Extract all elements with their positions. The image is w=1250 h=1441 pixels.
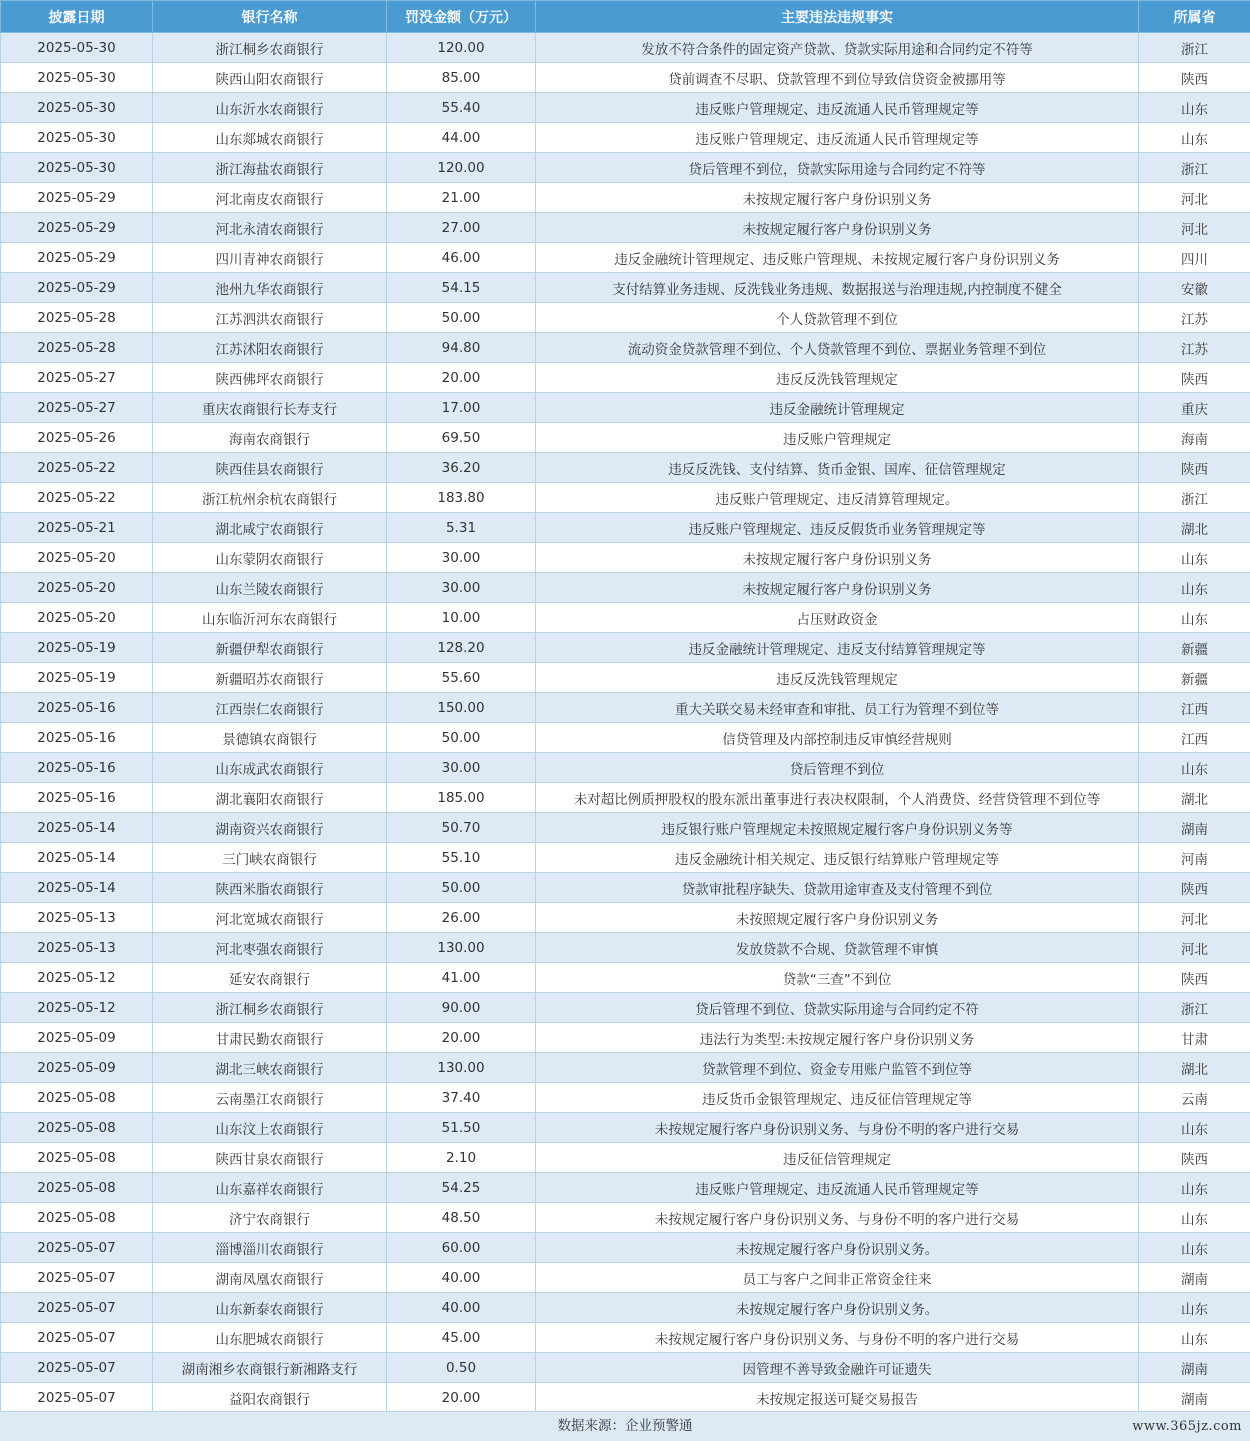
cell-province: 湖南 <box>1139 1383 1250 1413</box>
cell-province: 湖北 <box>1139 1053 1250 1083</box>
cell-province: 山东 <box>1139 1293 1250 1323</box>
cell-province: 山东 <box>1139 93 1250 123</box>
cell-bank-name: 新疆伊犁农商银行 <box>153 633 387 663</box>
cell-province: 浙江 <box>1139 483 1250 513</box>
cell-penalty-amount: 130.00 <box>387 1053 536 1083</box>
cell-bank-name: 淄博淄川农商银行 <box>153 1233 387 1263</box>
cell-bank-name: 山东兰陵农商银行 <box>153 573 387 603</box>
data-source-note: 数据来源：企业预警通 <box>557 1418 693 1434</box>
cell-bank-name: 湖北襄阳农商银行 <box>153 783 387 813</box>
cell-province: 陕西 <box>1139 63 1250 93</box>
cell-violation-facts: 贷款管理不到位、资金专用账户监管不到位等 <box>536 1053 1139 1083</box>
cell-violation-facts: 违反货币金银管理规定、违反征信管理规定等 <box>536 1083 1139 1113</box>
cell-province: 浙江 <box>1139 153 1250 183</box>
cell-violation-facts: 未按规定报送可疑交易报告 <box>536 1383 1139 1413</box>
cell-penalty-amount: 2.10 <box>387 1143 536 1173</box>
cell-penalty-amount: 0.50 <box>387 1353 536 1383</box>
cell-date: 2025-05-29 <box>1 273 153 303</box>
cell-date: 2025-05-07 <box>1 1233 153 1263</box>
cell-penalty-amount: 21.00 <box>387 183 536 213</box>
cell-bank-name: 江苏泗洪农商银行 <box>153 303 387 333</box>
cell-penalty-amount: 10.00 <box>387 603 536 633</box>
header-penalty-amount[interactable]: 罚没金额（万元） <box>387 1 536 33</box>
table-row <box>1 453 1250 483</box>
table-row <box>1 933 1250 963</box>
table-row <box>1 993 1250 1023</box>
table-row <box>1 573 1250 603</box>
cell-bank-name: 湖南凤凰农商银行 <box>153 1263 387 1293</box>
cell-bank-name: 陕西山阳农商银行 <box>153 63 387 93</box>
table-row <box>1 273 1250 303</box>
cell-date: 2025-05-08 <box>1 1203 153 1233</box>
cell-violation-facts: 发放不符合条件的固定资产贷款、贷款实际用途和合同约定不符等 <box>536 33 1139 63</box>
cell-date: 2025-05-22 <box>1 453 153 483</box>
cell-province: 山东 <box>1139 1203 1250 1233</box>
table-row <box>1 693 1250 723</box>
cell-penalty-amount: 50.00 <box>387 873 536 903</box>
table-row <box>1 363 1250 393</box>
cell-violation-facts: 未按规定履行客户身份识别义务。 <box>536 1293 1139 1323</box>
cell-violation-facts: 违反账户管理规定、违反流通人民币管理规定等 <box>536 123 1139 153</box>
cell-penalty-amount: 36.20 <box>387 453 536 483</box>
cell-violation-facts: 违反银行账户管理规定未按照规定履行客户身份识别义务等 <box>536 813 1139 843</box>
cell-bank-name: 山东沂水农商银行 <box>153 93 387 123</box>
cell-province: 新疆 <box>1139 633 1250 663</box>
cell-violation-facts: 支付结算业务违规、反洗钱业务违规、数据报送与治理违规,内控制度不健全 <box>536 273 1139 303</box>
table-row <box>1 633 1250 663</box>
cell-penalty-amount: 44.00 <box>387 123 536 153</box>
cell-date: 2025-05-12 <box>1 993 153 1023</box>
cell-penalty-amount: 120.00 <box>387 153 536 183</box>
cell-bank-name: 陕西佳县农商银行 <box>153 453 387 483</box>
cell-date: 2025-05-16 <box>1 693 153 723</box>
cell-violation-facts: 未按规定履行客户身份识别义务 <box>536 183 1139 213</box>
cell-penalty-amount: 41.00 <box>387 963 536 993</box>
cell-date: 2025-05-08 <box>1 1143 153 1173</box>
cell-penalty-amount: 130.00 <box>387 933 536 963</box>
cell-bank-name: 山东临沂河东农商银行 <box>153 603 387 633</box>
cell-penalty-amount: 26.00 <box>387 903 536 933</box>
table-row <box>1 873 1250 903</box>
table-row <box>1 1353 1250 1383</box>
cell-date: 2025-05-14 <box>1 813 153 843</box>
cell-province: 陕西 <box>1139 453 1250 483</box>
cell-date: 2025-05-07 <box>1 1383 153 1413</box>
cell-violation-facts: 信贷管理及内部控制违反审慎经营规则 <box>536 723 1139 753</box>
cell-province: 云南 <box>1139 1083 1250 1113</box>
cell-penalty-amount: 128.20 <box>387 633 536 663</box>
cell-violation-facts: 违法行为类型:未按规定履行客户身份识别义务 <box>536 1023 1139 1053</box>
cell-penalty-amount: 50.70 <box>387 813 536 843</box>
cell-penalty-amount: 30.00 <box>387 543 536 573</box>
cell-penalty-amount: 55.10 <box>387 843 536 873</box>
cell-date: 2025-05-08 <box>1 1113 153 1143</box>
cell-date: 2025-05-19 <box>1 663 153 693</box>
cell-date: 2025-05-30 <box>1 123 153 153</box>
cell-violation-facts: 违反反洗钱、支付结算、货币金银、国库、征信管理规定 <box>536 453 1139 483</box>
cell-violation-facts: 贷前调查不尽职、贷款管理不到位导致信贷资金被挪用等 <box>536 63 1139 93</box>
table-row <box>1 1143 1250 1173</box>
cell-bank-name: 湖南湘乡农商银行新湘路支行 <box>153 1353 387 1383</box>
cell-province: 河北 <box>1139 933 1250 963</box>
table-row <box>1 783 1250 813</box>
cell-date: 2025-05-16 <box>1 753 153 783</box>
table-row <box>1 723 1250 753</box>
cell-violation-facts: 未按规定履行客户身份识别义务 <box>536 543 1139 573</box>
cell-province: 河北 <box>1139 903 1250 933</box>
header-row <box>1 1 1250 33</box>
cell-date: 2025-05-28 <box>1 303 153 333</box>
cell-province: 河北 <box>1139 183 1250 213</box>
cell-bank-name: 河北南皮农商银行 <box>153 183 387 213</box>
cell-province: 陕西 <box>1139 363 1250 393</box>
cell-date: 2025-05-12 <box>1 963 153 993</box>
cell-bank-name: 山东新泰农商银行 <box>153 1293 387 1323</box>
cell-date: 2025-05-29 <box>1 183 153 213</box>
cell-province: 重庆 <box>1139 393 1250 423</box>
cell-violation-facts: 贷后管理不到位，贷款实际用途与合同约定不符等 <box>536 153 1139 183</box>
table-row <box>1 423 1250 453</box>
cell-province: 湖南 <box>1139 813 1250 843</box>
cell-violation-facts: 违反账户管理规定、违反反假货币业务管理规定等 <box>536 513 1139 543</box>
cell-bank-name: 陕西佛坪农商银行 <box>153 363 387 393</box>
cell-date: 2025-05-14 <box>1 873 153 903</box>
cell-province: 浙江 <box>1139 993 1250 1023</box>
cell-date: 2025-05-08 <box>1 1083 153 1113</box>
cell-province: 安徽 <box>1139 273 1250 303</box>
cell-province: 山东 <box>1139 573 1250 603</box>
cell-province: 海南 <box>1139 423 1250 453</box>
cell-violation-facts: 未按规定履行客户身份识别义务、与身份不明的客户进行交易 <box>536 1113 1139 1143</box>
cell-date: 2025-05-29 <box>1 213 153 243</box>
cell-date: 2025-05-28 <box>1 333 153 363</box>
cell-province: 山东 <box>1139 603 1250 633</box>
site-watermark: www.365jz.com <box>1132 1419 1242 1434</box>
cell-province: 江西 <box>1139 723 1250 753</box>
cell-province: 江西 <box>1139 693 1250 723</box>
table-row <box>1 243 1250 273</box>
cell-violation-facts: 占压财政资金 <box>536 603 1139 633</box>
cell-bank-name: 甘肃民勤农商银行 <box>153 1023 387 1053</box>
cell-penalty-amount: 50.00 <box>387 723 536 753</box>
table-row <box>1 543 1250 573</box>
table-row <box>1 1083 1250 1113</box>
cell-penalty-amount: 37.40 <box>387 1083 536 1113</box>
cell-penalty-amount: 17.00 <box>387 393 536 423</box>
cell-bank-name: 延安农商银行 <box>153 963 387 993</box>
cell-penalty-amount: 20.00 <box>387 1383 536 1413</box>
table-row <box>1 1263 1250 1293</box>
cell-penalty-amount: 183.80 <box>387 483 536 513</box>
cell-date: 2025-05-26 <box>1 423 153 453</box>
cell-violation-facts: 发放贷款不合规、贷款管理不审慎 <box>536 933 1139 963</box>
cell-bank-name: 济宁农商银行 <box>153 1203 387 1233</box>
cell-date: 2025-05-07 <box>1 1263 153 1293</box>
cell-violation-facts: 流动资金贷款管理不到位、个人贷款管理不到位、票据业务管理不到位 <box>536 333 1139 363</box>
cell-province: 江苏 <box>1139 333 1250 363</box>
cell-province: 湖北 <box>1139 513 1250 543</box>
cell-date: 2025-05-13 <box>1 903 153 933</box>
cell-date: 2025-05-30 <box>1 33 153 63</box>
table-row <box>1 1203 1250 1233</box>
cell-province: 山东 <box>1139 753 1250 783</box>
cell-date: 2025-05-20 <box>1 573 153 603</box>
cell-penalty-amount: 94.80 <box>387 333 536 363</box>
cell-bank-name: 益阳农商银行 <box>153 1383 387 1413</box>
cell-date: 2025-05-22 <box>1 483 153 513</box>
cell-date: 2025-05-09 <box>1 1023 153 1053</box>
table-row <box>1 33 1250 63</box>
cell-penalty-amount: 45.00 <box>387 1323 536 1353</box>
cell-penalty-amount: 20.00 <box>387 1023 536 1053</box>
cell-penalty-amount: 60.00 <box>387 1233 536 1263</box>
cell-bank-name: 山东嘉祥农商银行 <box>153 1173 387 1203</box>
table-row <box>1 753 1250 783</box>
cell-bank-name: 江苏沭阳农商银行 <box>153 333 387 363</box>
table-row <box>1 1293 1250 1323</box>
cell-date: 2025-05-13 <box>1 933 153 963</box>
table-row <box>1 183 1250 213</box>
cell-penalty-amount: 27.00 <box>387 213 536 243</box>
cell-violation-facts: 违反反洗钱管理规定 <box>536 363 1139 393</box>
cell-bank-name: 河北枣强农商银行 <box>153 933 387 963</box>
cell-bank-name: 景德镇农商银行 <box>153 723 387 753</box>
cell-penalty-amount: 54.25 <box>387 1173 536 1203</box>
cell-bank-name: 陕西米脂农商银行 <box>153 873 387 903</box>
cell-penalty-amount: 85.00 <box>387 63 536 93</box>
cell-violation-facts: 贷后管理不到位 <box>536 753 1139 783</box>
cell-province: 山东 <box>1139 123 1250 153</box>
cell-province: 湖南 <box>1139 1263 1250 1293</box>
table-row <box>1 663 1250 693</box>
cell-violation-facts: 未按规定履行客户身份识别义务。 <box>536 1233 1139 1263</box>
cell-violation-facts: 违反金融统计相关规定、违反银行结算账户管理规定等 <box>536 843 1139 873</box>
cell-province: 山东 <box>1139 1113 1250 1143</box>
cell-penalty-amount: 20.00 <box>387 363 536 393</box>
cell-date: 2025-05-20 <box>1 603 153 633</box>
cell-province: 陕西 <box>1139 963 1250 993</box>
cell-penalty-amount: 51.50 <box>387 1113 536 1143</box>
cell-penalty-amount: 48.50 <box>387 1203 536 1233</box>
cell-date: 2025-05-21 <box>1 513 153 543</box>
cell-violation-facts: 违反金融统计管理规定、违反账户管理规、未按规定履行客户身份识别义务 <box>536 243 1139 273</box>
cell-province: 陕西 <box>1139 1143 1250 1173</box>
cell-bank-name: 浙江桐乡农商银行 <box>153 33 387 63</box>
cell-province: 新疆 <box>1139 663 1250 693</box>
cell-penalty-amount: 69.50 <box>387 423 536 453</box>
cell-violation-facts: 重大关联交易未经审查和审批、员工行为管理不到位等 <box>536 693 1139 723</box>
table-row <box>1 603 1250 633</box>
cell-violation-facts: 违反账户管理规定、违反流通人民币管理规定等 <box>536 93 1139 123</box>
table-row <box>1 393 1250 423</box>
table-row <box>1 483 1250 513</box>
cell-province: 山东 <box>1139 1323 1250 1353</box>
cell-violation-facts: 违反金融统计管理规定 <box>536 393 1139 423</box>
table-row <box>1 303 1250 333</box>
cell-bank-name: 湖北咸宁农商银行 <box>153 513 387 543</box>
table-row <box>1 93 1250 123</box>
cell-penalty-amount: 54.15 <box>387 273 536 303</box>
cell-bank-name: 四川青神农商银行 <box>153 243 387 273</box>
cell-penalty-amount: 40.00 <box>387 1263 536 1293</box>
cell-date: 2025-05-14 <box>1 843 153 873</box>
cell-violation-facts: 违反账户管理规定 <box>536 423 1139 453</box>
cell-province: 浙江 <box>1139 33 1250 63</box>
cell-bank-name: 山东汶上农商银行 <box>153 1113 387 1143</box>
cell-violation-facts: 贷后管理不到位、贷款实际用途与合同约定不符 <box>536 993 1139 1023</box>
cell-penalty-amount: 55.60 <box>387 663 536 693</box>
cell-province: 四川 <box>1139 243 1250 273</box>
cell-violation-facts: 员工与客户之间非正常资金往来 <box>536 1263 1139 1293</box>
cell-violation-facts: 违反征信管理规定 <box>536 1143 1139 1173</box>
cell-province: 湖北 <box>1139 783 1250 813</box>
header-violation-facts[interactable]: 主要违法违规事实 <box>536 1 1139 33</box>
table-row <box>1 843 1250 873</box>
header-bank-name[interactable]: 银行名称 <box>153 1 387 33</box>
footer-bar <box>0 1411 1250 1441</box>
cell-province: 山东 <box>1139 543 1250 573</box>
cell-violation-facts: 贷款“三查”不到位 <box>536 963 1139 993</box>
cell-date: 2025-05-16 <box>1 783 153 813</box>
cell-violation-facts: 贷款审批程序缺失、贷款用途审查及支付管理不到位 <box>536 873 1139 903</box>
cell-bank-name: 新疆昭苏农商银行 <box>153 663 387 693</box>
table-row <box>1 813 1250 843</box>
cell-violation-facts: 违反反洗钱管理规定 <box>536 663 1139 693</box>
table-row <box>1 1113 1250 1143</box>
cell-bank-name: 陕西甘泉农商银行 <box>153 1143 387 1173</box>
cell-violation-facts: 未按照规定履行客户身份识别义务 <box>536 903 1139 933</box>
cell-bank-name: 河北永清农商银行 <box>153 213 387 243</box>
cell-violation-facts: 因管理不善导致金融许可证遗失 <box>536 1353 1139 1383</box>
cell-date: 2025-05-27 <box>1 393 153 423</box>
cell-bank-name: 海南农商银行 <box>153 423 387 453</box>
table-row <box>1 513 1250 543</box>
cell-bank-name: 山东郯城农商银行 <box>153 123 387 153</box>
cell-violation-facts: 未按规定履行客户身份识别义务、与身份不明的客户进行交易 <box>536 1323 1139 1353</box>
cell-province: 河南 <box>1139 843 1250 873</box>
cell-bank-name: 湖南资兴农商银行 <box>153 813 387 843</box>
cell-violation-facts: 未按规定履行客户身份识别义务、与身份不明的客户进行交易 <box>536 1203 1139 1233</box>
cell-bank-name: 河北宽城农商银行 <box>153 903 387 933</box>
cell-date: 2025-05-16 <box>1 723 153 753</box>
table-body <box>1 33 1250 1413</box>
cell-penalty-amount: 90.00 <box>387 993 536 1023</box>
cell-bank-name: 池州九华农商银行 <box>153 273 387 303</box>
cell-bank-name: 浙江桐乡农商银行 <box>153 993 387 1023</box>
cell-violation-facts: 违反账户管理规定、违反流通人民币管理规定等 <box>536 1173 1139 1203</box>
cell-bank-name: 云南墨江农商银行 <box>153 1083 387 1113</box>
cell-date: 2025-05-27 <box>1 363 153 393</box>
cell-penalty-amount: 50.00 <box>387 303 536 333</box>
header-date[interactable]: 披露日期 <box>1 1 153 33</box>
cell-bank-name: 重庆农商银行长寿支行 <box>153 393 387 423</box>
cell-province: 湖南 <box>1139 1353 1250 1383</box>
table-row <box>1 213 1250 243</box>
table-row <box>1 1233 1250 1263</box>
cell-bank-name: 山东蒙阴农商银行 <box>153 543 387 573</box>
table-row <box>1 153 1250 183</box>
cell-violation-facts: 违反账户管理规定、违反清算管理规定。 <box>536 483 1139 513</box>
cell-bank-name: 浙江杭州余杭农商银行 <box>153 483 387 513</box>
cell-date: 2025-05-07 <box>1 1323 153 1353</box>
cell-bank-name: 浙江海盐农商银行 <box>153 153 387 183</box>
cell-bank-name: 江西崇仁农商银行 <box>153 693 387 723</box>
cell-penalty-amount: 40.00 <box>387 1293 536 1323</box>
cell-penalty-amount: 30.00 <box>387 753 536 783</box>
table-row <box>1 1173 1250 1203</box>
cell-province: 江苏 <box>1139 303 1250 333</box>
cell-date: 2025-05-29 <box>1 243 153 273</box>
header-province[interactable]: 所属省 <box>1139 1 1250 33</box>
cell-province: 山东 <box>1139 1233 1250 1263</box>
table-row <box>1 1323 1250 1353</box>
cell-date: 2025-05-07 <box>1 1293 153 1323</box>
cell-date: 2025-05-30 <box>1 63 153 93</box>
cell-bank-name: 三门峡农商银行 <box>153 843 387 873</box>
cell-violation-facts: 个人贷款管理不到位 <box>536 303 1139 333</box>
cell-province: 河北 <box>1139 213 1250 243</box>
table-row <box>1 123 1250 153</box>
cell-bank-name: 湖北三峡农商银行 <box>153 1053 387 1083</box>
cell-province: 陕西 <box>1139 873 1250 903</box>
table-row <box>1 903 1250 933</box>
cell-province: 甘肃 <box>1139 1023 1250 1053</box>
cell-date: 2025-05-09 <box>1 1053 153 1083</box>
cell-date: 2025-05-08 <box>1 1173 153 1203</box>
cell-date: 2025-05-19 <box>1 633 153 663</box>
table-row <box>1 963 1250 993</box>
cell-violation-facts: 未按规定履行客户身份识别义务 <box>536 573 1139 603</box>
table-row <box>1 1023 1250 1053</box>
cell-penalty-amount: 46.00 <box>387 243 536 273</box>
table-row <box>1 333 1250 363</box>
cell-date: 2025-05-07 <box>1 1353 153 1383</box>
cell-province: 山东 <box>1139 1173 1250 1203</box>
cell-penalty-amount: 120.00 <box>387 33 536 63</box>
cell-penalty-amount: 5.31 <box>387 513 536 543</box>
table-row <box>1 1383 1250 1413</box>
cell-penalty-amount: 150.00 <box>387 693 536 723</box>
cell-penalty-amount: 30.00 <box>387 573 536 603</box>
cell-bank-name: 山东成武农商银行 <box>153 753 387 783</box>
cell-date: 2025-05-20 <box>1 543 153 573</box>
cell-date: 2025-05-30 <box>1 153 153 183</box>
cell-violation-facts: 违反金融统计管理规定、违反支付结算管理规定等 <box>536 633 1139 663</box>
cell-date: 2025-05-30 <box>1 93 153 123</box>
table-row <box>1 63 1250 93</box>
cell-violation-facts: 未对超比例质押股权的股东派出董事进行表决权限制，个人消费贷、经营贷管理不到位等 <box>536 783 1139 813</box>
cell-penalty-amount: 55.40 <box>387 93 536 123</box>
cell-penalty-amount: 185.00 <box>387 783 536 813</box>
table-row <box>1 1053 1250 1083</box>
cell-violation-facts: 未按规定履行客户身份识别义务 <box>536 213 1139 243</box>
cell-bank-name: 山东肥城农商银行 <box>153 1323 387 1353</box>
